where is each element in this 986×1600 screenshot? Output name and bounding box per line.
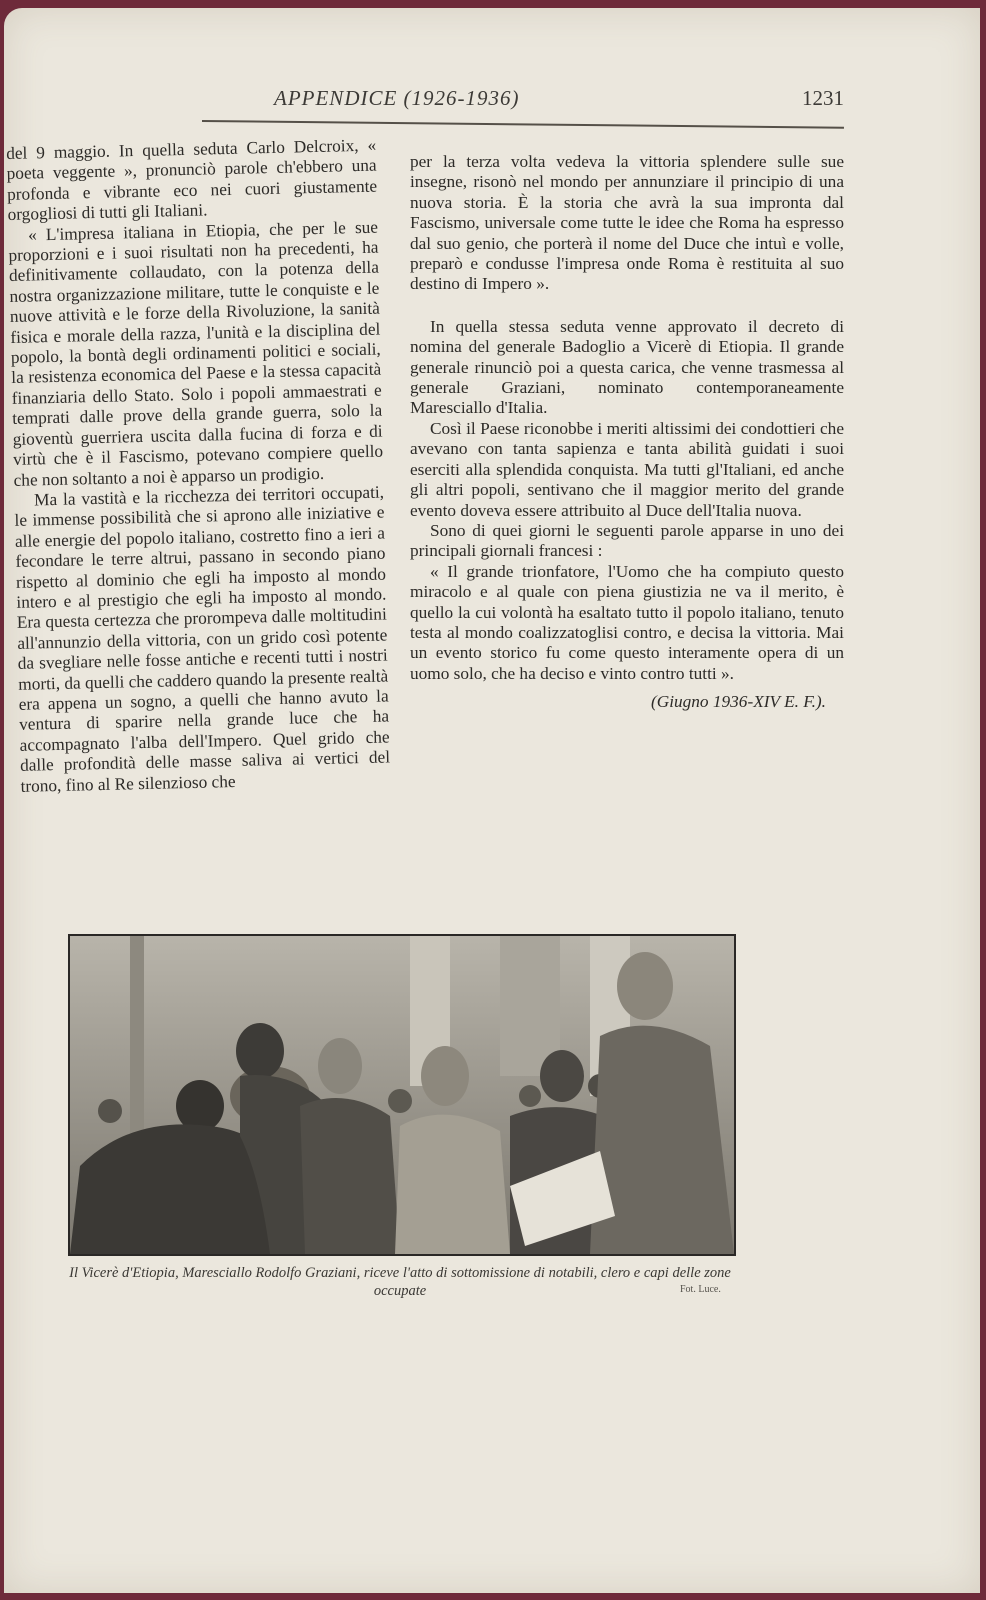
right-paragraph: Sono di quei giorni le seguenti parole apparse in uno dei principali giornali francesi : — [410, 520, 844, 561]
bearded-man-head — [421, 1046, 469, 1106]
quoted-paragraph: « Il grande trionfatore, l'Uomo che ha compiuto questo miracolo e al quale con piena giustizia ne va il merito, è quello la cui volontà ha esaltato tutto il popolo italiano, tenuto testa al mondo coalizzatoglisi contro, e decisa la vittoria. Mai un evento storico fu come questo interamente opera di un uomo solo, che ha deciso e vinto contro tutti ». — [410, 561, 844, 683]
right-paragraph: Così il Paese riconobbe i meriti altissimi dei condottieri che avevano con tanta sapienza e tanta abilità guidati i suoi eserciti alla splendida conquista. Ma tutti gl'Italiani, ed anche gli altri popoli, sentivano che il maggior merito del grande evento doveva essere attribuito al Duce dell'Italia nuova. — [410, 418, 844, 520]
running-header — [274, 82, 844, 112]
crowd-figure — [388, 1089, 412, 1113]
column-shape — [130, 936, 144, 1136]
book-page — [4, 8, 980, 1593]
section-gap — [410, 295, 844, 317]
left-paragraph: Ma la vastità e la ricchezza dei territori occupati, le immense possibilità che si aprono alle iniziative e alle energie del popolo italiano, costretto fino a ieri a fecondare le terre altrui, passano in secondo piano rispetto al dominio che egli ha imposto al mondo intero e al prestigio che egli ha imposto al mondo. Era questa certezza che prorompeva dalle moltitudini all'annunzio della vittoria, con un grido così potente da svegliare nelle fosse antiche e recenti tutti i nostri morti, da quelli che caddero quando la presente realtà era appena un sogno, a quelli che hanno avuto la ventura di sparire nella grande luce che ha accompagnato l'alba dell'Impero. Quel grido che dalle profondità delle masse saliva ai vertici del trono, fino al Re silenzioso che — [14, 482, 391, 796]
general-head — [318, 1038, 362, 1094]
kneeling-figure-head — [176, 1080, 224, 1132]
crowd-figure — [519, 1085, 541, 1107]
left-paragraph: del 9 maggio. In quella seduta Carlo Delcroix, « poeta veggente », pronunciò parole ch'ebbero una profonda e vibrante eco nei cuori giustamente orgogliosi di tutti gli Italiani. — [6, 135, 378, 225]
photo-credit: Fot. Luce. — [680, 1284, 721, 1295]
officer-head — [540, 1050, 584, 1102]
general-body — [300, 1098, 400, 1254]
header-title: APPENDICE (1926-1936) — [274, 86, 520, 110]
right-continuation: per la terza volta vedeva la vittoria splendere sulle sue insegne, risonò nel mondo per annunziare il principio di una nuova storia. È la storia che avrà la sua impronta dal Fascismo, universale come tutte le idee che Roma ha espresso dal suo genio, che porterà il nome del Duce che intuì e volle, preparò e condusse l'impresa onde Roma è restituita al suo destino di Impero ». — [410, 152, 844, 294]
photograph — [68, 934, 736, 1256]
left-paragraph: « L'impresa italiana in Etiopia, che per le sue proporzioni e i suoi risultati non ha precedenti, ha definitivamente collaudato, con la potenza della nostra organizzazione militare, tutte le conquiste e le nuove attività e le forze della Rivoluzione, la sanità fisica e morale della razza, l'unità e la disciplina del popolo, la bontà degli ordinamenti politici e sociali, la resistenza economica del Paese e la stessa capacità finanziaria dello Stato. Solo i popoli ammaestrati e temprati dalle prove della grande guerra, solo la gioventù guerriera uscita dalla fucina di forza e di virtù che è il Fascismo, potevano compiere quello che non soltanto a noi è apparso un prodigio. — [8, 217, 384, 490]
left-column — [6, 136, 391, 797]
photo-illustration — [70, 936, 734, 1254]
article-date: (Giugno 1936-XIV E. F.). — [650, 692, 826, 712]
page-number: 1231 — [802, 86, 844, 110]
crowd-figure — [98, 1099, 122, 1123]
header-rule — [202, 120, 844, 129]
right-column — [410, 152, 844, 713]
marshal-head — [617, 952, 673, 1020]
photo-caption: Il Vicerè d'Etiopia, Maresciallo Rodolfo Graziani, riceve l'atto di sottomissione di notabili, clero e capi delle zone occupate — [69, 1265, 731, 1299]
right-paragraph: In quella stessa seduta venne approvato il decreto di nomina del generale Badoglio a Vicerè di Etiopia. Il grande generale rinunciò poi a questa carica, che venne trasmessa al generale Graziani, nominato contemporaneamente Maresciallo d'Italia. — [410, 316, 844, 418]
officer-head — [236, 1023, 284, 1079]
bearded-man-body — [395, 1115, 510, 1254]
